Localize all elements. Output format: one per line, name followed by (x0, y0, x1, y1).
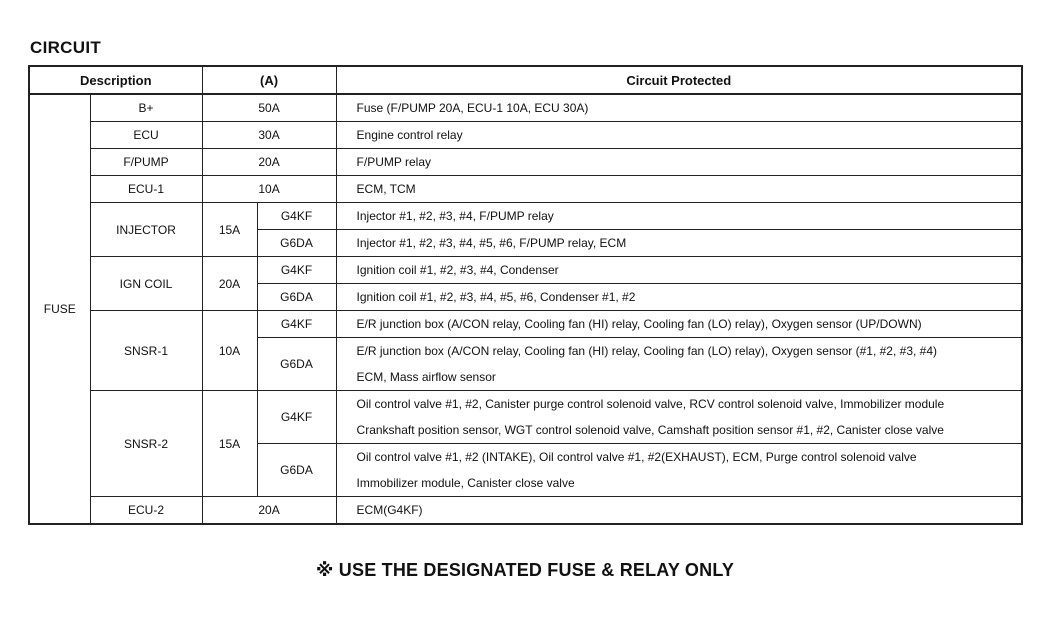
fuse-amp: 10A (202, 311, 257, 391)
group-label-fuse: FUSE (29, 94, 90, 524)
fuse-name: ECU (90, 122, 202, 149)
engine-code: G6DA (257, 338, 336, 391)
circuit-protected: Immobilizer module, Canister close valve (336, 470, 1022, 497)
circuit-protected: E/R junction box (A/CON relay, Cooling fan (HI) relay, Cooling fan (LO) relay), Oxygen sensor (UP/DOWN) (336, 311, 1022, 338)
fuse-amp: 15A (202, 203, 257, 257)
table-row (29, 149, 1022, 176)
engine-code: G6DA (257, 284, 336, 311)
fuse-amp: 50A (202, 94, 336, 122)
circuit-protected: Injector #1, #2, #3, #4, F/PUMP relay (336, 203, 1022, 230)
engine-code: G4KF (257, 257, 336, 284)
header-description: Description (29, 66, 202, 94)
fuse-name: SNSR-2 (90, 391, 202, 497)
fuse-circuit-table (28, 65, 1023, 525)
fuse-name: SNSR-1 (90, 311, 202, 391)
fuse-amp: 20A (202, 497, 336, 525)
fuse-name: F/PUMP (90, 149, 202, 176)
fuse-name: ECU-1 (90, 176, 202, 203)
circuit-protected: ECM, TCM (336, 176, 1022, 203)
table-row (29, 257, 1022, 284)
engine-code: G6DA (257, 230, 336, 257)
fuse-amp: 15A (202, 391, 257, 497)
fuse-amp: 20A (202, 149, 336, 176)
table-header-row (29, 66, 1022, 94)
fuse-name: B+ (90, 94, 202, 122)
fuse-name: INJECTOR (90, 203, 202, 257)
fuse-amp: 30A (202, 122, 336, 149)
circuit-protected: Crankshaft position sensor, WGT control solenoid valve, Camshaft position sensor #1, #2, Canister close valve (336, 417, 1022, 444)
table-row (29, 203, 1022, 230)
circuit-protected: ECM(G4KF) (336, 497, 1022, 525)
header-circuit-protected: Circuit Protected (336, 66, 1022, 94)
circuit-protected: Engine control relay (336, 122, 1022, 149)
circuit-protected: Injector #1, #2, #3, #4, #5, #6, F/PUMP relay, ECM (336, 230, 1022, 257)
header-amp: (A) (202, 66, 336, 94)
circuit-protected: E/R junction box (A/CON relay, Cooling fan (HI) relay, Cooling fan (LO) relay), Oxygen sensor (#1, #2, #3, #4) (336, 338, 1022, 365)
fuse-name: ECU-2 (90, 497, 202, 525)
table-row (29, 391, 1022, 418)
circuit-protected: Oil control valve #1, #2 (INTAKE), Oil control valve #1, #2(EXHAUST), ECM, Purge control solenoid valve (336, 444, 1022, 471)
designated-fuse-note: ※ USE THE DESIGNATED FUSE & RELAY ONLY (315, 560, 735, 580)
fuse-name: IGN COIL (90, 257, 202, 311)
table-row (29, 176, 1022, 203)
engine-code: G4KF (257, 311, 336, 338)
circuit-protected: Oil control valve #1, #2, Canister purge control solenoid valve, RCV control solenoid valve, Immobilizer module (336, 391, 1022, 418)
table-row (29, 311, 1022, 338)
circuit-protected: F/PUMP relay (336, 149, 1022, 176)
circuit-protected: Ignition coil #1, #2, #3, #4, #5, #6, Condenser #1, #2 (336, 284, 1022, 311)
circuit-protected: ECM, Mass airflow sensor (336, 364, 1022, 391)
engine-code: G4KF (257, 391, 336, 444)
table-row (29, 94, 1022, 122)
table-row (29, 497, 1022, 525)
fuse-amp: 10A (202, 176, 336, 203)
circuit-protected: Ignition coil #1, #2, #3, #4, Condenser (336, 257, 1022, 284)
circuit-protected: Fuse (F/PUMP 20A, ECU-1 10A, ECU 30A) (336, 94, 1022, 122)
engine-code: G6DA (257, 444, 336, 497)
engine-code: G4KF (257, 203, 336, 230)
page-title: CIRCUIT (30, 38, 102, 57)
fuse-amp: 20A (202, 257, 257, 311)
table-row (29, 122, 1022, 149)
